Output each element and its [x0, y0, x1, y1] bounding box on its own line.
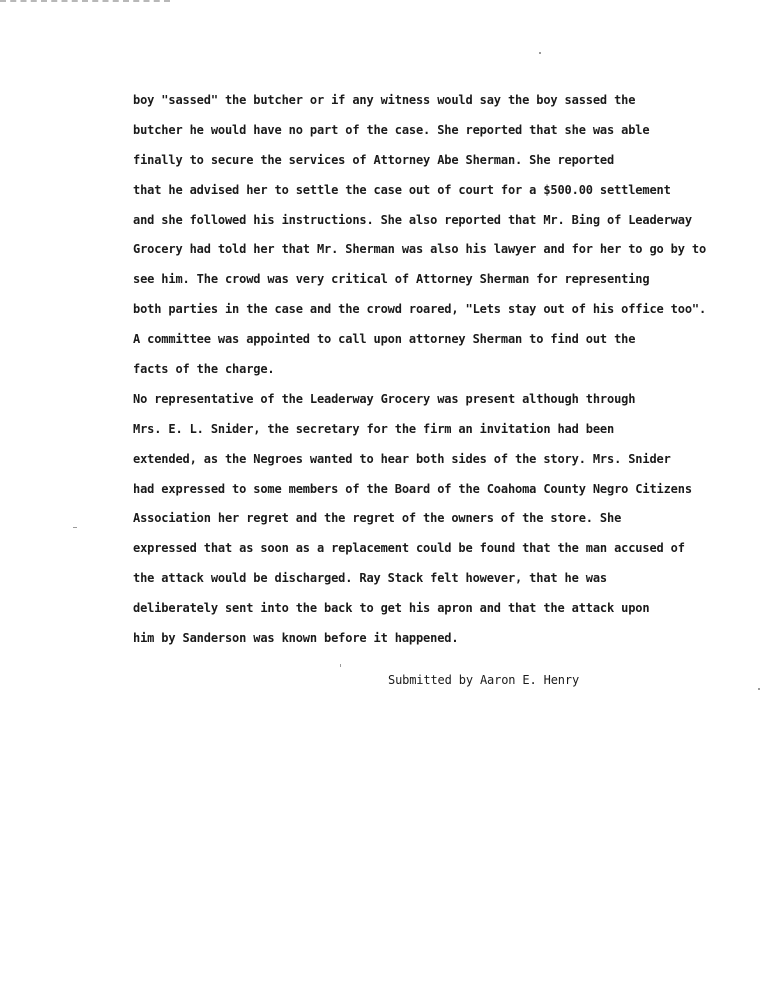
text-line: butcher he would have no part of the case. She reported that she was able [133, 122, 650, 137]
scan-speck [73, 527, 77, 528]
signature-line: Submitted by Aaron E. Henry [388, 673, 580, 687]
document-body [133, 86, 753, 654]
text-line: Association her regret and the regret of the owners of the store. She [133, 511, 622, 526]
text-line: him by Sanderson was known before it happened. [133, 631, 459, 646]
scan-speck [340, 664, 341, 667]
text-line: expressed that as soon as a replacement could be found that the man accused of [133, 541, 685, 556]
text-line: Mrs. E. L. Snider, the secretary for the firm an invitation had been [133, 421, 615, 436]
text-line: extended, as the Negroes wanted to hear both sides of the story. Mrs. Snider [133, 451, 671, 466]
text-line: both parties in the case and the crowd roared, "Lets stay out of his office too". [133, 302, 707, 317]
text-line: Grocery had told her that Mr. Sherman was also his lawyer and for her to go by to [133, 242, 707, 257]
text-line: the attack would be discharged. Ray Stack felt however, that he was [133, 571, 607, 586]
text-line: had expressed to some members of the Board of the Coahoma County Negro Citizens [133, 481, 692, 496]
text-line: finally to secure the services of Attorney Abe Sherman. She reported [133, 152, 615, 167]
text-line: deliberately sent into the back to get his apron and that the attack upon [133, 601, 650, 616]
text-line: see him. The crowd was very critical of Attorney Sherman for representing [133, 272, 650, 287]
text-line: A committee was appointed to call upon attorney Sherman to find out the [133, 332, 636, 347]
text-line: boy "sassed" the butcher or if any witness would say the boy sassed the [133, 93, 636, 107]
scan-speck [539, 52, 541, 54]
top-dashed-rule [0, 0, 170, 2]
text-line: No representative of the Leaderway Grocery was present although through [133, 391, 636, 406]
text-line: facts of the charge. [133, 362, 275, 377]
text-line: and she followed his instructions. She also reported that Mr. Bing of Leaderway [133, 212, 692, 227]
text-line: that he advised her to settle the case out of court for a $500.00 settlement [133, 182, 671, 197]
scan-speck [758, 688, 760, 690]
